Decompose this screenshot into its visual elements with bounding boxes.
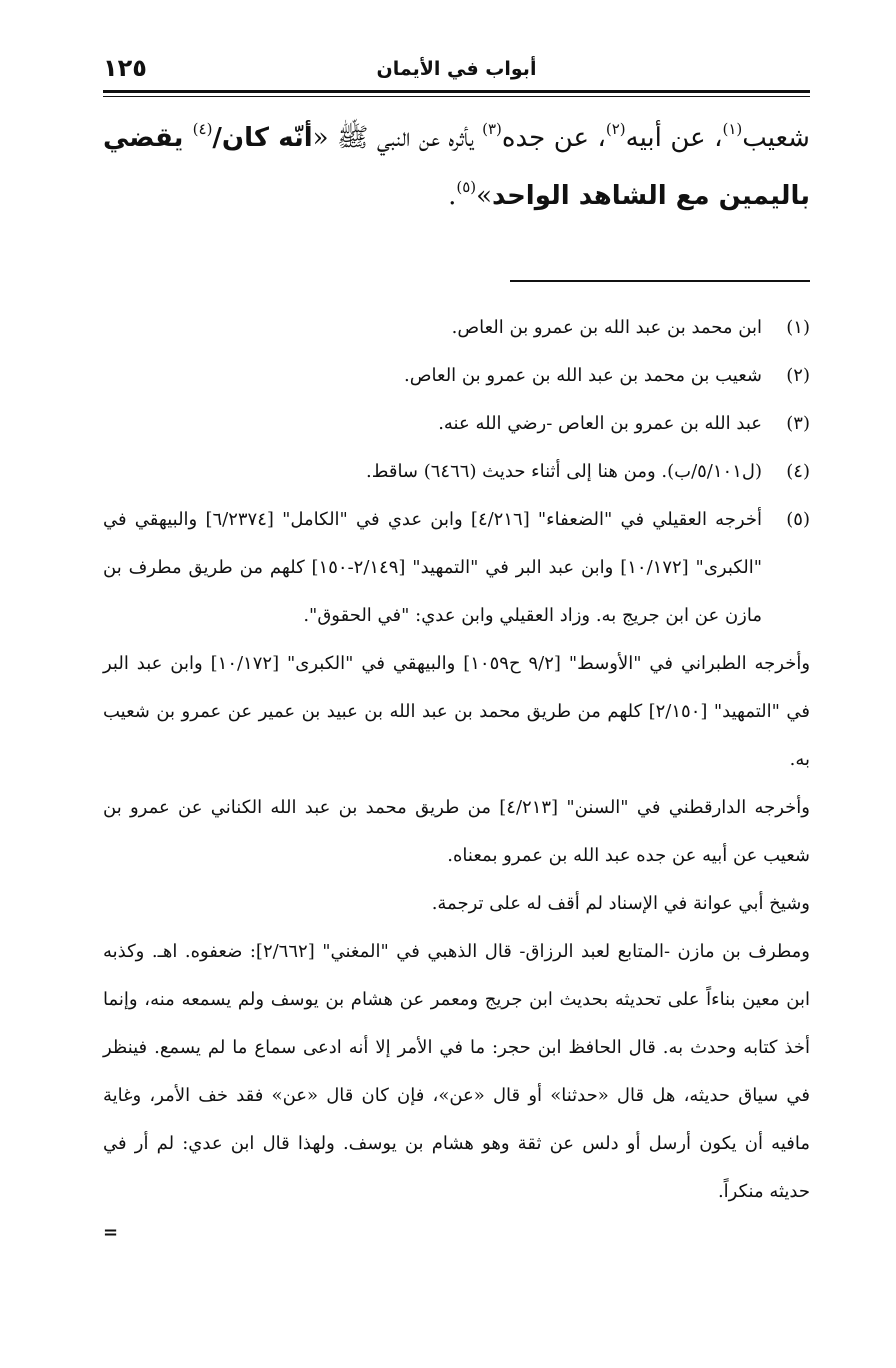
footnote-ref: (١) — [722, 120, 743, 139]
footnote-number: (٤) — [786, 461, 810, 482]
footnote-paragraph: ومطرف بن مازن -المتابع لعبد الرزاق- قال الذهبي في "المغني" [٢/٦٦٢]: ضعفوه. اهـ. وكذبه ابن معين بناءاً على تحديثه بحديث ابن جريج ومعمر عن هشام بن يوسف ولم يسمعه منه، وإنما أخذ كتابه وحدث به. قال الحافظ ابن حجر: ما في الأمر إلا أنه ادعى سماع ما لم يسمع. فينظر في سياق حديثه، هل قال «حدثنا» أو قال «عن»، فإن كان قال «عن» فقد خف الأمر، وغاية مافيه أن يكون أرسل أو دلس عن ثقة وهو هشام بن يوسف. ولهذا قال ابن عدي: لم أر في حديثه منكراً. — [103, 941, 810, 1202]
footnote-ref: (٥) — [456, 178, 477, 197]
header-rule — [103, 90, 810, 93]
footnotes — [103, 304, 810, 1216]
footnote-number: (٥) — [786, 509, 810, 530]
footnote-ref: (٢) — [605, 120, 626, 139]
text-segment: شعيب — [742, 123, 810, 153]
footnote-text: ابن محمد بن عبد الله بن عمرو بن العاص. — [451, 317, 762, 338]
footnote-separator — [510, 280, 810, 282]
footnote-paragraph: وأخرجه الدارقطني في "السنن" [٤/٢١٣] من طريق محمد بن عبد الله الكناني عن عمرو بن شعيب عن أبيه عن جده عبد الله بن عمرو بمعناه. — [103, 797, 811, 866]
text-segment: ، عن جده — [501, 123, 606, 153]
quote-open: « — [312, 123, 329, 153]
footnote-number: (٣) — [786, 413, 810, 434]
footnote-text: أخرجه العقيلي في "الضعفاء" [٤/٢١٦] وابن عدي في "الكامل" [٦/٢٣٧٤] والبيهقي في "الكبرى" [١٠/١٧٢] وابن عبد البر في "التمهيد" [٢/١٤٩-١٥٠] كلهم من طريق مطرف بن مازن عن ابن جريج به. وزاد العقيلي وابن عدي: "في الحقوق". — [103, 509, 762, 626]
footnote-ref: (٤) — [192, 120, 213, 139]
footnote-number: (٢) — [786, 365, 810, 386]
hadith-text: يقضي باليمين مع الشاهد الواحد — [103, 123, 810, 211]
footnote — [103, 496, 810, 640]
main-text — [103, 109, 810, 225]
running-header — [103, 52, 810, 88]
footnote — [103, 400, 810, 448]
footnote-paragraph: وشيخ أبي عوانة في الإسناد لم أقف له على ترجمة. — [431, 893, 810, 914]
footnote-ref: (٣) — [482, 120, 502, 139]
footnote-text: شعيب بن محمد بن عبد الله بن عمرو بن العاص. — [404, 365, 762, 386]
text-segment: يأثره عن النبي ﷺ — [328, 123, 483, 153]
footnote-text: عبد الله بن عمرو بن العاص -رضي الله عنه. — [438, 413, 762, 434]
footnote-paragraph: وأخرجه الطبراني في "الأوسط" [٩/٢ ح١٠٥٩] والبيهقي في "الكبرى" [١٠/١٧٢] وابن عبد البر في "التمهيد" [٢/١٥٠] كلهم من طريق محمد بن عبد الله بن عبيد بن عمير عن عمرو بن شعيب به. — [103, 653, 811, 770]
hadith-text: أنّه كان/ — [212, 123, 313, 153]
footnote — [103, 304, 810, 352]
page-number: ١٢٥ — [103, 54, 147, 82]
text-segment: . — [448, 181, 457, 211]
footnote — [103, 352, 810, 400]
continuation-mark: = — [103, 1222, 119, 1243]
quote-close: » — [476, 181, 493, 211]
footnote-number: (١) — [786, 317, 810, 338]
header-rule-thin — [103, 96, 810, 97]
text-segment: ، عن أبيه — [625, 123, 723, 153]
chapter-title: أبواب في الأيمان — [376, 58, 537, 80]
book-page — [103, 52, 810, 1248]
footnote — [103, 448, 810, 496]
footnote-text: (ل٥/١٠١/ب). ومن هنا إلى أثناء حديث (٦٤٦٦) ساقط. — [366, 461, 762, 482]
